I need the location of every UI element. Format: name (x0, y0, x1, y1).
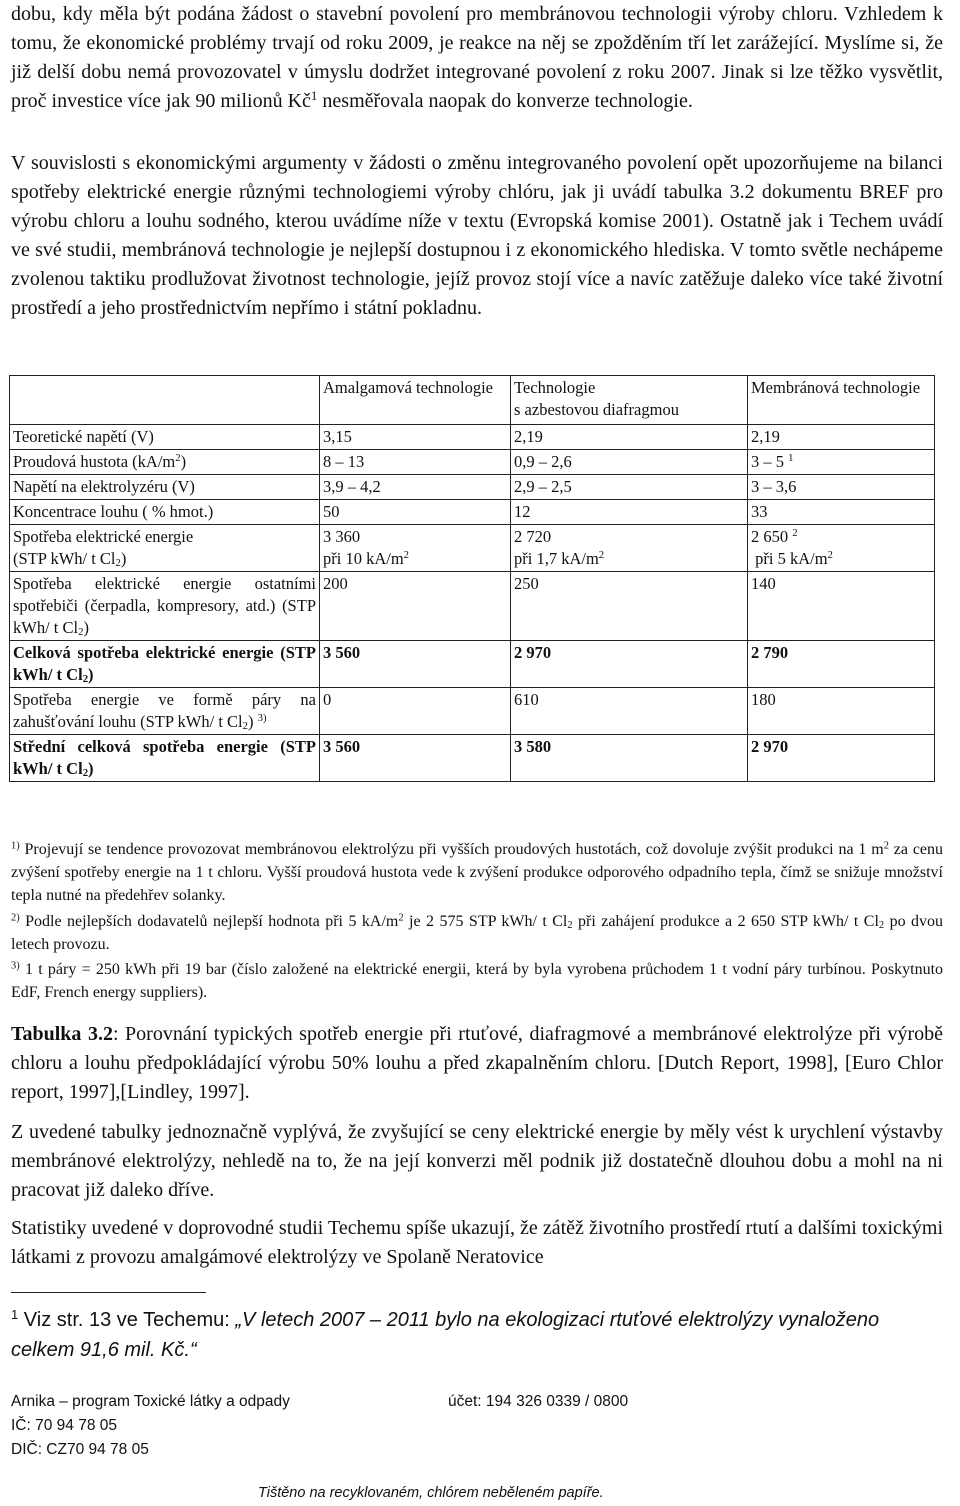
note-mark: 1) (11, 840, 20, 852)
cell-asbestos: 2,19 (511, 425, 748, 450)
subscript: 2 (567, 920, 573, 932)
cell-asbestos: 2,9 – 2,5 (511, 475, 748, 500)
row-label-text: Spotřeba energie ve formě páry na zahušťování louhu (STP kWh/ t Cl (13, 690, 316, 731)
footnote-mark: 1 (11, 1306, 19, 1322)
note-ref: 2 (792, 527, 798, 540)
cell-asbestos: 610 (511, 688, 748, 735)
cell-membrane: 2 970 (748, 735, 935, 782)
note-text: Projevují se tendence provozovat membránovou elektrolýzu při vyšších proudových hustotách, což dovoluje zvýšit produkci na 1 m (24, 841, 884, 858)
cell-membrane: 2,19 (748, 425, 935, 450)
table-note-3 (11, 958, 943, 1004)
cell-condition: při 10 kA/m (323, 549, 404, 568)
energy-comparison-table (9, 375, 935, 782)
row-label: Koncentrace louhu ( % hmot.) (10, 500, 320, 525)
footer-organization: Arnika – program Toxické látky a odpady (11, 1393, 290, 1410)
cell-membrane: 180 (748, 688, 935, 735)
subscript: 2 (878, 920, 885, 932)
cell-membrane: 33 (748, 500, 935, 525)
header-amalgam: Amalgamová technologie (320, 376, 511, 425)
table-row (10, 572, 935, 641)
cell-membrane: 3 – 3,6 (748, 475, 935, 500)
row-label (10, 450, 320, 475)
table-row (10, 450, 935, 475)
note-text-end: při zahájení produkce a 2 650 STP kWh/ t Cl (578, 913, 879, 930)
cell-amalgam: 200 (320, 572, 511, 641)
footer-recycled-note: Tištěno na recyklovaném, chlórem neběleném papíře. (258, 1485, 604, 1501)
subscript: 2 (82, 673, 89, 686)
row-label (10, 641, 320, 688)
superscript: 2 (403, 549, 410, 562)
row-label-end: ) (248, 712, 254, 731)
caption-label: Tabulka 3.2 (11, 1023, 113, 1045)
paragraph-economic: V souvislosti s ekonomickými argumenty v žádosti o změnu integrovaného povolení opět upozorňujeme na bilanci spotřeby elektrické energie různými technologiemi výroby chlóru, jak ji uvádí tabulka 3.2 dokumentu BREF pro výrobu chloru a louhu sodného, kterou uvádíme níže v textu (Evropská komise 2001). Ostatně jak i Techem uvádí ve své studii, membránová technologie je nejlepší dostupnou i z ekonomického hlediska. V tomto světle nechápeme zvolenou taktiku prodlužovat životnost technologie, jejíž provoz stojí více a navíc zatěžuje daleko více také životní prostředí a jeho prostřednictvím nepřímo i státní pokladnu. (11, 152, 943, 319)
footnote-prefix: Viz str. 13 ve Techemu: (18, 1309, 236, 1331)
row-label-end: ) (88, 759, 94, 778)
footnote-quote: „V letech 2007 – 2011 bylo na ekologizaci rtuťové elektrolýzy vynaloženo celkem 91,6 mil. Kč.“ (11, 1309, 880, 1361)
superscript: 2 (398, 912, 404, 924)
paragraph-intro (11, 0, 943, 116)
cell-value: 3 360 (323, 527, 361, 546)
footnote-ref-1: 1 (310, 87, 318, 103)
table-row (10, 688, 935, 735)
row-label-end: ) (83, 618, 89, 637)
table-header-row (10, 376, 935, 425)
row-label (10, 572, 320, 641)
cell-value: 3 – 5 (751, 452, 784, 471)
cell-condition: při 1,7 kA/m (514, 549, 599, 568)
cell-membrane: 140 (748, 572, 935, 641)
header-asbestos-line2: s azbestovou diafragmou (514, 400, 679, 419)
header-asbestos-line1: Technologie (514, 378, 596, 397)
row-label: Teoretické napětí (V) (10, 425, 320, 450)
row-label: Napětí na elektrolyzéru (V) (10, 475, 320, 500)
subscript: 2 (82, 767, 89, 780)
note-mark: 2) (11, 912, 20, 924)
row-label-text: Spotřeba elektrické energie ostatními spotřebiči (čerpadla, kompresory, atd.) (STP kWh/ t Cl (13, 574, 316, 637)
row-label-line1: Spotřeba elektrické energie (13, 527, 194, 546)
note-text: Podle nejlepších dodavatelů nejlepší hodnota při 5 kA/m (25, 913, 399, 930)
row-label (10, 688, 320, 735)
superscript: 2 (827, 549, 833, 562)
cell-membrane (748, 525, 935, 572)
paragraph-conclusion: Z uvedené tabulky jednoznačně vyplývá, že zvyšující se ceny elektrické energie by měly vést k urychlení výstavby membránové elektrolýzy, nehledě na to, že na její konverzi měl podnik již dostatečně dlouhou dobu a mohl na ni pracovat již daleko dříve. (11, 1121, 943, 1201)
superscript: 2 (598, 549, 605, 562)
table-caption (11, 1020, 943, 1107)
cell-amalgam: 3,15 (320, 425, 511, 450)
cell-amalgam: 0 (320, 688, 511, 735)
table-note-1 (11, 838, 943, 907)
cell-value: 2 720 (514, 527, 552, 546)
cell-asbestos: 0,9 – 2,6 (511, 450, 748, 475)
header-asbestos (511, 376, 748, 425)
table-row (10, 525, 935, 572)
row-label-text: Střední celková spotřeba energie (STP kWh/ t Cl (13, 737, 316, 778)
cell-asbestos: 250 (511, 572, 748, 641)
row-label-end: ) (120, 549, 127, 568)
cell-membrane (748, 450, 935, 475)
subscript: 2 (115, 557, 121, 570)
note-text-end: za cenu zvýšení spotřeby energie na 1 t chloru. Vyšší proudová hustota vede k zvýšení produkce odporového odpadního tepla, čímž se snižuje množství tepla nutné na předehřev solanky. (11, 841, 944, 904)
row-label-line2: (STP kWh/ t Cl (13, 549, 116, 568)
row-label-end: ) (88, 665, 94, 684)
note-text: 1 t páry = 250 kWh při 19 bar (číslo založené na elektrické energii, která by byla vyrobena průchodem 1 t vodní páry turbínou. Poskytnuto EdF, French energy suppliers). (11, 961, 944, 1001)
footer-dic: DIČ: CZ70 94 78 05 (11, 1441, 149, 1458)
header-membrane: Membránová technologie (748, 376, 935, 425)
note-mark: 3) (11, 960, 20, 972)
superscript: 2 (175, 452, 181, 465)
header-empty-cell (10, 376, 320, 425)
paragraph-intro-text: dobu, kdy měla být podána žádost o stavební povolení pro membránovou technologii výroby chloru. Vzhledem k tomu, že ekonomické problémy trvají od roku 2009, je reakce na něj se zpožděním tří let zarážející. Myslíme si, že již delší dobu nemá provozovatel v úmyslu dodržet integrované povolení z roku 2007. Jinak si lze těžko vysvětlit, proč investice více jak 90 milionů Kč (11, 3, 943, 112)
row-label-text: Celková spotřeba elektrické energie (STP kWh/ t Cl (13, 643, 316, 684)
cell-asbestos: 3 580 (511, 735, 748, 782)
footer-account: účet: 194 326 0339 / 0800 (448, 1393, 629, 1410)
note-ref: 3) (257, 712, 267, 725)
note-text-tail: po dvou letech provozu. (11, 913, 944, 953)
table-row (10, 425, 935, 450)
footnote-divider (11, 1292, 206, 1293)
note-ref: 1 (788, 452, 794, 465)
cell-asbestos: 12 (511, 500, 748, 525)
row-label-end: ) (180, 452, 187, 471)
cell-asbestos (511, 525, 748, 572)
paragraph-statistics: Statistiky uvedené v doprovodné studii Techemu spíše ukazují, že zátěž životního prostředí rtutí a dalšími toxickými látkami z provozu amalgámové elektrolýzy ve Spolaně Neratovice (11, 1217, 943, 1268)
table-row (10, 500, 935, 525)
page-footer (11, 1390, 629, 1462)
superscript: 2 (883, 840, 889, 852)
table-row (10, 475, 935, 500)
row-label-text: Proudová hustota (kA/m (13, 452, 176, 471)
cell-value: 2 650 (751, 527, 789, 546)
cell-amalgam: 3,9 – 4,2 (320, 475, 511, 500)
cell-amalgam: 3 560 (320, 735, 511, 782)
page-footnote (11, 1305, 943, 1365)
row-label (10, 525, 320, 572)
cell-condition: při 5 kA/m (755, 549, 828, 568)
table-row (10, 641, 935, 688)
cell-amalgam: 50 (320, 500, 511, 525)
note-text-mid: je 2 575 STP kWh/ t Cl (409, 913, 568, 930)
subscript: 2 (242, 720, 248, 733)
subscript: 2 (78, 626, 84, 639)
paragraph-intro-end: nesměřovala naopak do konverze technologie. (317, 90, 693, 112)
caption-text: : Porovnání typických spotřeb energie při rtuťové, diafragmové a membránové elektrolýze při výrobě chloru a louhu předpokládající výrobu 50% louhu a před zkapalněním chloru. [Dutch Report, 1998], [Euro Chlor report, 1997],[Lindley, 1997]. (11, 1023, 943, 1103)
cell-membrane: 2 790 (748, 641, 935, 688)
row-label (10, 735, 320, 782)
table-row (10, 735, 935, 782)
cell-amalgam (320, 525, 511, 572)
table-note-2 (11, 910, 943, 956)
cell-amalgam: 8 – 13 (320, 450, 511, 475)
cell-amalgam: 3 560 (320, 641, 511, 688)
cell-asbestos: 2 970 (511, 641, 748, 688)
footer-ic: IČ: 70 94 78 05 (11, 1417, 117, 1434)
